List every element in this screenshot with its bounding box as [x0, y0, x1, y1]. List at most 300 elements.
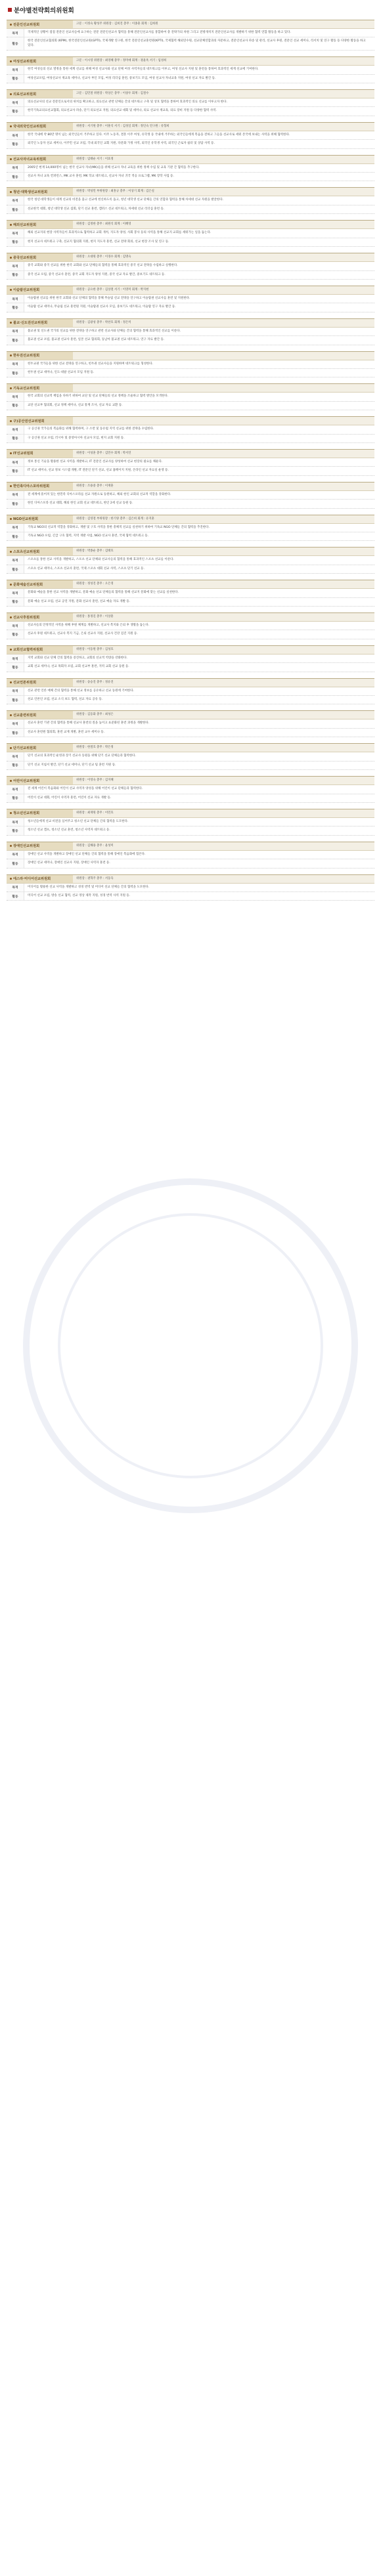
committee-roles: 위원장 : 이영숙 총무 : 김지혜 — [76, 779, 114, 783]
committee-header — [7, 482, 374, 491]
committee-section — [7, 351, 374, 378]
committee-name — [7, 809, 73, 817]
purpose-text: 한국 국내에 약 80만 명이 넘는 외국인들이 거주하고 있다. 이주 노동자, 결혼 이주 여성, 유학생 등 국내에 거주하는 외국인들에게 복음을 전하고 그들을 선교사로 세워 본국에 보내는 사역을 위해 협력한다. — [28, 133, 290, 137]
purpose-text: 정보 통신 기술을 활용한 선교 사역을 개발하고, IT 전문인 선교사를 양성하여 선교 현장의 필요를 채운다. — [28, 460, 163, 463]
committee-name-text: 선교사후원위원회 — [13, 615, 40, 620]
purpose-text: 구 공산권 국가들의 복음화를 위해 협력하며, 구 소련 및 동유럽 지역 선교를 위한 전략을 수립한다. — [28, 427, 154, 431]
committee-roles — [73, 417, 374, 425]
activity-row — [7, 826, 374, 835]
committee-roles: 위원장 : 김동화 총무 : 최성은 — [76, 713, 114, 717]
activity-row — [7, 794, 374, 803]
purpose-text: 불교권 및 신도권 국가의 선교를 위한 전략을 연구하고 관련 선교사와 단체들 간의 협력을 통해 효과적인 선교를 이룬다. — [28, 329, 181, 333]
activity-label: 활동 — [7, 630, 24, 638]
committee-roles — [73, 352, 374, 360]
committee-name-text: 어린이선교위원회 — [13, 779, 40, 783]
committee-section — [7, 89, 374, 116]
activity-text: 교단 선교부 협의회, 선교 정책 세미나, 선교 통계 조사, 선교 자료 교환 등. — [28, 403, 123, 407]
activity-row — [7, 107, 374, 116]
purpose-label: 목적 — [7, 589, 24, 597]
committee-section — [7, 220, 374, 247]
committee-name-text: 전문인선교위원회 — [13, 22, 40, 27]
activity-label: 활동 — [7, 369, 24, 377]
bullet-icon — [10, 616, 12, 618]
purpose-text: 이슬람권 선교를 위한 한국 교회와 선교 단체의 협력을 통해 무슬림 선교 전략을 연구하고 이슬람권 선교사를 훈련 및 지원한다. — [28, 296, 190, 300]
committee-section — [7, 809, 374, 836]
activity-row — [7, 271, 374, 280]
committee-header — [7, 253, 374, 262]
activity-label: 활동 — [7, 500, 24, 507]
activity-label: 활동 — [7, 107, 24, 115]
bullet-icon — [10, 584, 12, 586]
committee-roles: 위원장 : 공요한 총무 : 김상철 서기 : 이영미 회계 : 박지현 — [76, 288, 149, 291]
committee-roles: 위원장 : 권혁주 총무 : 서동욱 — [76, 876, 114, 880]
committee-header — [7, 220, 374, 229]
purpose-label: 목적 — [7, 262, 24, 270]
committee-section — [7, 155, 374, 182]
bullet-icon — [10, 649, 12, 651]
purpose-label: 목적 — [7, 524, 24, 532]
committee-name — [7, 253, 73, 261]
committee-header — [7, 842, 374, 851]
purpose-label: 목적 — [7, 425, 24, 433]
purpose-label: 목적 — [7, 851, 24, 859]
activity-text: 단기 선교 지침서 발간, 단기 선교 세미나, 단기 선교 팀 훈련 지원 등. — [28, 763, 116, 767]
purpose-row — [7, 785, 374, 794]
bullet-icon — [10, 289, 12, 291]
activity-label: 활동 — [7, 663, 24, 671]
purpose-text: 청소년들에게 선교 비전을 심어주고 청소년 선교 단체들 간의 협력을 도모한다. — [28, 819, 129, 823]
committee-name-text: 국내외국인선교위원회 — [13, 125, 47, 129]
activity-text: 스포츠 선교 세미나, 스포츠 선교사 훈련, 국제 스포츠 대회 선교 사역, 스포츠 단기 선교 등. — [28, 567, 145, 570]
committee-header — [7, 351, 374, 360]
activity-row — [7, 598, 374, 607]
committee-header — [7, 809, 374, 818]
purpose-row — [7, 196, 374, 205]
committee-name — [7, 90, 73, 98]
committee-section — [7, 383, 374, 410]
committee-header — [7, 645, 374, 655]
purpose-label: 목적 — [7, 196, 24, 204]
committee-name-text: IT선교위원회 — [13, 452, 34, 456]
committee-roles: 위원장 : 이성훈 총무 : 김민수 회계 : 박서연 — [76, 451, 131, 455]
committee-name — [7, 123, 73, 131]
activity-text: 한국기독교의료선교협회, 의료선교사 파송, 단기 의료선교 지원, 의료선교 대회 및 세미나, 의료 선교사 재교육, 의료 장비 지원 등 다양한 협력 사역. — [28, 109, 217, 113]
title-bullet-icon — [8, 8, 12, 12]
committee-roles: 위원장 : 김광성 총무 : 박찬호 회계 : 정은미 — [76, 320, 131, 324]
committee-name — [7, 580, 73, 588]
bullet-icon — [10, 812, 12, 814]
bullet-icon — [10, 224, 12, 226]
bullet-icon — [10, 747, 12, 749]
purpose-label: 목적 — [7, 458, 24, 466]
activity-label: 활동 — [7, 303, 24, 311]
committee-section — [7, 482, 374, 509]
purpose-row — [7, 622, 374, 630]
purpose-text: 중국 교회와 중국 선교를 위한 한국 교회와 선교 단체들의 협력을 통해 효과적인 중국 선교 전략을 수립하고 실행한다. — [28, 264, 178, 268]
committee-section — [7, 318, 374, 345]
committee-name-text: 문화예술선교위원회 — [13, 582, 43, 587]
purpose-row — [7, 818, 374, 826]
activity-label: 활동 — [7, 598, 24, 606]
activity-text: 선교사 훈련원 협의회, 훈련 교재 개발, 훈련 교수 세미나 등. — [28, 730, 105, 734]
activity-text: 힌두권 선교 세미나, 인도·네팔 선교사 모임 지원 등. — [28, 370, 95, 374]
committee-section — [7, 612, 374, 639]
purpose-label: 목적 — [7, 66, 24, 74]
bullet-icon — [10, 452, 12, 454]
bullet-icon — [10, 485, 12, 487]
committee-roles: 위원장 : 김영철 부위원장 : 한기양 총무 : 김은희 회계 : 유지훈 — [76, 517, 154, 521]
committee-header — [7, 89, 374, 98]
purpose-text: 문화와 예술을 통한 선교 사역을 개발하고, 문화 예술 선교 단체들의 협력을 통해 선교지 문화에 맞는 선교를 실천한다. — [28, 591, 179, 595]
activity-text: 여성선교포럼, 여성선교사 재교육 세미나, 선교사 부인 모임, 여성 리더십 훈련, 중보기도 모임, 여성 선교사 자녀교육 지원, 여성 선교 자료 발간 등. — [28, 76, 216, 80]
page-title — [8, 5, 374, 14]
purpose-row — [7, 328, 374, 336]
activity-label: 활동 — [7, 826, 24, 834]
purpose-label: 목적 — [7, 328, 24, 335]
committee-name — [7, 547, 73, 555]
committee-name — [7, 319, 73, 327]
purpose-row — [7, 66, 374, 74]
activity-label: 활동 — [7, 402, 24, 410]
purpose-row — [7, 458, 374, 467]
purpose-row — [7, 425, 374, 434]
committee-section — [7, 678, 374, 705]
activity-row — [7, 238, 374, 247]
committee-section — [7, 547, 374, 574]
purpose-row — [7, 98, 374, 107]
committee-name — [7, 57, 73, 65]
committee-name — [7, 450, 73, 458]
activity-row — [7, 630, 374, 639]
purpose-row — [7, 229, 374, 238]
activity-row — [7, 336, 374, 345]
committee-roles: 고문 : 이정숙 황성주 위원장 : 김희진 총무 : 이종훈 회계 : 김희원 — [76, 22, 158, 26]
purpose-text: 한국 여성들의 선교 열정을 통한 세계 선교를 위해 여성 선교사와 선교 단체 여성 사역자들의 네트워크를 이루고, 여성 선교사 지원 및 훈련을 통하여 효과적인 세계 선교에 기여한다. — [28, 68, 259, 72]
committee-roles: 위원장 : 박종순 총무 : 김태호 — [76, 549, 114, 553]
purpose-text: 선교사 훈련 기관 간의 협력을 통해 선교사 훈련의 질을 높이고 표준화된 훈련 과정을 개발한다. — [28, 721, 150, 725]
committee-roles — [73, 384, 374, 392]
purpose-label: 목적 — [7, 818, 24, 826]
activity-text: 장애인 선교 세미나, 장애인 선교사 지원, 장애인 사역자 훈련 등. — [28, 861, 110, 865]
committee-roles: 위원장 : 임태순 서기 : 이효정 — [76, 157, 114, 161]
purpose-label: 목적 — [7, 29, 24, 37]
purpose-text: 장애인 선교 사역을 개발하고 장애인 선교 단체들 간의 협력을 통해 장애인 복음화에 힘쓴다. — [28, 852, 146, 856]
bullet-icon — [10, 681, 12, 683]
purpose-row — [7, 589, 374, 597]
activity-row — [7, 532, 374, 541]
activity-label: 활동 — [7, 37, 24, 50]
activity-label: 활동 — [7, 205, 24, 213]
committee-header — [7, 776, 374, 785]
purpose-row — [7, 360, 374, 369]
committee-name — [7, 613, 73, 621]
purpose-text: 2005년 현재 14,000명이 넘는 한국 선교사 자녀(MK)들을 위해 선교사 자녀 교육을 위한 정책 수립 및 교육 기관 간 협력을 추구한다. — [28, 165, 200, 169]
activity-label: 활동 — [7, 336, 24, 344]
activity-text: 구 공산권 선교 포럼, 러시아 및 중앙아시아 선교사 모임, 현지 교회 지원 등. — [28, 436, 125, 440]
committee-name-text: 선교사자녀교육위원회 — [13, 158, 47, 162]
activity-text: 현지 선교사 네트워크 구축, 선교지 협의회 지원, 현지 지도자 훈련, 선교 전략 회의, 선교 현장 조사 및 연구 등. — [28, 240, 169, 244]
activity-label: 활동 — [7, 238, 24, 246]
purpose-text: 선교사들의 안정적인 사역을 위해 후원 체계를 개발하고, 선교사 복지와 은퇴 후 생활을 돕는다. — [28, 624, 150, 628]
committee-section — [7, 710, 374, 737]
committee-name-text: 해외선교위원회 — [13, 223, 37, 227]
activity-text: 중국 선교 포럼, 중국 선교사 훈련, 중국 교회 지도자 양성 지원, 중국 선교 자료 발간, 중보기도 네트워크 등. — [28, 272, 166, 276]
bullet-icon — [10, 354, 12, 356]
purpose-row — [7, 393, 374, 401]
committee-name-text: 선교훈련위원회 — [13, 713, 37, 718]
committee-name-text: 중국선교위원회 — [13, 255, 37, 260]
activity-text: 이슬람 선교 세미나, 무슬림 선교 훈련원 지원, 이슬람권 선교사 모임, 중보기도 네트워크, 이슬람 연구 자료 발간 등. — [28, 305, 176, 309]
bullet-icon — [10, 322, 12, 324]
activity-label: 활동 — [7, 140, 24, 148]
activity-label: 활동 — [7, 762, 24, 769]
bullet-icon — [10, 60, 12, 62]
purpose-row — [7, 851, 374, 859]
committee-section — [7, 874, 374, 901]
committee-section — [7, 776, 374, 803]
bullet-icon — [10, 387, 12, 389]
activity-text: 한인 디아스포라 선교 대회, 해외 한인 교회 선교 네트워크, 한인 2세 선교 동원 등. — [28, 502, 133, 505]
purpose-label: 목적 — [7, 884, 24, 891]
purpose-row — [7, 29, 374, 37]
activity-label: 활동 — [7, 75, 24, 83]
purpose-row — [7, 556, 374, 565]
activity-row — [7, 402, 374, 410]
activity-row — [7, 467, 374, 475]
committee-header — [7, 515, 374, 524]
committee-name-text: 이슬람선교위원회 — [13, 288, 40, 293]
purpose-label: 목적 — [7, 655, 24, 662]
activity-text: 선교사 자녀 교육 컨퍼런스, MK 교사 훈련, MK 학교 네트워크, 선교사 자녀 귀국 적응 프로그램, MK 장학 사업 등. — [28, 175, 174, 179]
purpose-text: 힌두교권 국가들을 위한 선교 전략을 연구하고, 힌두권 선교사들을 지원하며 네트워크를 형성한다. — [28, 362, 154, 366]
activity-row — [7, 369, 374, 377]
committee-section — [7, 416, 374, 443]
purpose-row — [7, 884, 374, 892]
committee-roles: 고문 : 이시영 위원장 : 최영혜 총무 : 정미애 회계 : 권윤옥 서기 : 임성희 — [76, 59, 167, 63]
purpose-text: 단기 선교의 효과적인 운영과 장기 선교사 동원을 위해 단기 선교 단체들과 협력한다. — [28, 754, 136, 758]
activity-label: 활동 — [7, 532, 24, 540]
purpose-text: 전 세계에 흩어져 있는 한민족 디아스포라를 선교 자원으로 동원하고, 해외 한인 교회의 선교적 역할을 강화한다. — [28, 492, 171, 496]
committee-name-text: NGO선교위원회 — [13, 517, 39, 522]
purpose-text: 한국 교회의 선교적 책임을 다하기 위하여 교단 및 선교 단체들의 선교 정책을 조율하고 협력 방안을 모색한다. — [28, 395, 169, 398]
activity-text: 어린이 선교 대회, 어린이 사역자 훈련, 어린이 선교 자료 개발 등. — [28, 796, 112, 800]
committee-name-text: 청년·대학생선교위원회 — [13, 190, 48, 194]
purpose-label: 목적 — [7, 164, 24, 172]
committee-section — [7, 645, 374, 672]
bullet-icon — [10, 714, 12, 716]
committee-name-text: 기독교선교위원회 — [13, 386, 40, 391]
activity-row — [7, 696, 374, 704]
bullet-icon — [10, 93, 12, 95]
committee-roles: 위원장 : 홍정길 총무 : 이상훈 — [76, 615, 114, 619]
bullet-icon — [10, 257, 12, 259]
committee-roles: 위원장 : 정성진 총무 : 오은영 — [76, 582, 114, 586]
activity-label: 활동 — [7, 565, 24, 573]
bullet-icon — [10, 518, 12, 520]
activity-text: 선교사 후원 네트워크, 선교사 복지 기금, 은퇴 선교사 지원, 선교사 건강 검진 지원 등. — [28, 632, 138, 636]
activity-row — [7, 565, 374, 574]
purpose-text: 스포츠를 통한 선교 사역을 개발하고, 스포츠 선교 단체와 선교사들의 협력을 통해 효과적인 스포츠 선교를 이룬다. — [28, 558, 174, 562]
committee-roles: 위원장 : 오대원 총무 : 이경수 회계 : 김명숙 — [76, 255, 131, 259]
activity-text: 청소년 선교 캠프, 청소년 선교 훈련, 청소년 사역자 네트워크 등. — [28, 828, 110, 832]
committee-header — [7, 155, 374, 164]
committee-header — [7, 547, 374, 556]
purpose-text: 전 세계 어린이 복음화와 어린이 선교 사역자 양성을 위해 어린이 선교 단체들과 협력한다. — [28, 787, 143, 791]
activity-label: 활동 — [7, 892, 24, 900]
committee-name — [7, 286, 73, 294]
committee-roles: 위원장 : 이동원 총무 : 김성호 — [76, 647, 114, 651]
purpose-text: 지역 교회와 선교 단체 간의 협력을 증진하고, 교회의 선교적 역량을 강화한다. — [28, 656, 127, 660]
committee-header — [7, 743, 374, 752]
committee-name — [7, 221, 73, 228]
committee-name-text: 교회선교협력위원회 — [13, 648, 43, 653]
committee-header — [7, 449, 374, 458]
committee-header — [7, 187, 374, 196]
bullet-icon — [10, 420, 12, 422]
committee-name — [7, 646, 73, 654]
purpose-row — [7, 262, 374, 270]
committee-name-text: 스포츠선교위원회 — [13, 549, 40, 554]
committee-roles: 위원장 : 박성민 부위원장 : 최홍규 총무 : 이상기 회계 : 김은실 — [76, 190, 154, 194]
committee-header — [7, 383, 374, 393]
purpose-row — [7, 295, 374, 303]
purpose-row — [7, 131, 374, 140]
activity-text: IT 선교 세미나, 선교 정보 시스템 개발, IT 전문인 단기 선교, 선교 홈페이지 지원, 온라인 선교 자료실 운영 등. — [28, 469, 169, 473]
purpose-text: 미디어를 활용한 선교 사역을 개발하고 성경 번역 및 미디어 선교 단체들 간의 협력을 도모한다. — [28, 885, 150, 889]
committee-section — [7, 449, 374, 476]
activity-row — [7, 140, 374, 148]
purpose-text: 선교 관련 언론 매체 간의 협력을 통해 선교 정보를 공유하고 선교 동원에 기여한다. — [28, 689, 135, 693]
committee-name-text: 여성선교위원회 — [13, 59, 37, 64]
purpose-label: 목적 — [7, 785, 24, 793]
activity-row — [7, 205, 374, 214]
activity-text: 문화 예술 선교 포럼, 선교 공연 지원, 문화 선교사 훈련, 선교 예술 자료 개발 등. — [28, 599, 131, 603]
committee-name — [7, 20, 73, 28]
committee-roles: 위원장 : 조용중 총무 : 이재훈 — [76, 484, 114, 488]
activity-label: 활동 — [7, 859, 24, 867]
committee-section — [7, 842, 374, 869]
committee-header — [7, 678, 374, 687]
purpose-label: 목적 — [7, 131, 24, 139]
committee-section — [7, 122, 374, 149]
activity-text: 한국 전문인선교협의회 (KPM), 한국전문인선교원(GPTI), 국제개발 연구원, 한국 전문인선교훈련원(KPTI), 국제협력 해외연수원, 선교단체연합과의 자문하고, 전문인선교사 파송 및 관리, 선교사 후원, 전문인 선교 세미나, 리서치 및 연구 활동 등 다양한 활동을 하고 있다. — [28, 39, 366, 47]
purpose-label: 목적 — [7, 687, 24, 695]
committee-name — [7, 515, 73, 523]
activity-row — [7, 37, 374, 51]
committee-section — [7, 743, 374, 770]
committee-name-text: 에스라·미디어선교위원회 — [13, 877, 51, 882]
committee-name — [7, 875, 73, 883]
bullet-icon — [10, 125, 12, 127]
activity-label: 활동 — [7, 696, 24, 704]
activity-label: 활동 — [7, 794, 24, 802]
committee-header — [7, 286, 374, 295]
committee-name-text: 선교언론위원회 — [13, 681, 37, 685]
committee-header — [7, 416, 374, 425]
committee-name — [7, 188, 73, 196]
committee-name-text: 단기선교위원회 — [13, 746, 37, 750]
activity-text: 미디어 선교 포럼, 방송 선교 협력, 선교 영상 제작 지원, 성경 번역 사역 지원 등. — [28, 893, 131, 897]
activity-text: 선교 언론인 포럼, 선교 소식 보도 협력, 선교 자료 공유 등. — [28, 698, 103, 702]
committee-header — [7, 612, 374, 622]
committee-list — [7, 20, 374, 901]
committee-name — [7, 777, 73, 784]
committee-section — [7, 580, 374, 607]
activity-row — [7, 729, 374, 737]
activity-row — [7, 663, 374, 672]
committee-roles: 위원장 : 송승진 총무 : 정유진 — [76, 680, 114, 684]
purpose-row — [7, 655, 374, 663]
purpose-row — [7, 687, 374, 696]
committee-name — [7, 352, 73, 360]
bullet-icon — [10, 780, 12, 782]
committee-header — [7, 56, 374, 66]
committee-section — [7, 187, 374, 214]
purpose-label: 목적 — [7, 719, 24, 727]
bullet-icon — [10, 551, 12, 553]
bullet-icon — [10, 191, 12, 193]
bullet-icon — [10, 878, 12, 880]
committee-name — [7, 483, 73, 490]
purpose-label: 목적 — [7, 98, 24, 106]
purpose-text: 해외 선교지의 현장 사역자들이 효과적으로 협력하고 교회 개척, 지도자 양성, 사회 봉사 등의 사역을 통해 선교지 교회를 세워가는 일을 돕는다. — [28, 231, 212, 235]
committee-name-text: 한민족디아스포라위원회 — [13, 484, 50, 489]
purpose-label: 목적 — [7, 229, 24, 237]
committee-roles: 위원장 : 한철호 총무 : 박은정 — [76, 746, 114, 750]
activity-row — [7, 173, 374, 181]
purpose-label: 목적 — [7, 360, 24, 368]
committee-roles: 위원장 : 서기원 총무 : 이훈석 서기 : 김성일 회계 : 정인숙 연구원 : 유형희 — [76, 124, 169, 128]
activity-row — [7, 500, 374, 508]
activity-label: 활동 — [7, 435, 24, 442]
purpose-row — [7, 752, 374, 761]
purpose-label: 목적 — [7, 622, 24, 630]
committee-roles: 위원장 : 김정한 총무 : 최원석 회계 : 이혜영 — [76, 223, 131, 226]
committee-name — [7, 417, 73, 425]
purpose-label: 목적 — [7, 295, 24, 303]
activity-row — [7, 892, 374, 901]
page-title-text: 분야별전략회의위원회 — [14, 7, 74, 14]
purpose-label: 목적 — [7, 393, 24, 400]
activity-row — [7, 762, 374, 770]
committee-header — [7, 580, 374, 589]
activity-label: 활동 — [7, 173, 24, 181]
committee-name-text: 불교·신도권선교위원회 — [13, 321, 48, 326]
committee-roles: 위원장 : 김해용 총무 : 윤성미 — [76, 844, 114, 848]
activity-row — [7, 435, 374, 443]
purpose-row — [7, 719, 374, 728]
committee-header — [7, 710, 374, 719]
bullet-icon — [10, 845, 12, 847]
activity-text: 교회 선교 세미나, 선교 목회자 포럼, 교회 선교부 훈련, 지역 교회 선교 동원 등. — [28, 665, 129, 669]
purpose-row — [7, 491, 374, 500]
committee-name — [7, 679, 73, 687]
committee-name — [7, 744, 73, 752]
committee-header — [7, 874, 374, 884]
committee-roles: 고문 : 김민철 위원장 : 박상은 총무 : 이창우 회계 : 김철수 — [76, 92, 149, 96]
purpose-row — [7, 524, 374, 532]
committee-name — [7, 842, 73, 850]
purpose-label: 목적 — [7, 752, 24, 760]
purpose-text: 기독교 NGO의 선교적 역할을 강화하고, 개발 및 구호 사역을 통한 총체적 선교를 실천하기 위하여 기독교 NGO 단체들 간의 협력을 추진한다. — [28, 525, 210, 529]
committee-name — [7, 156, 73, 163]
activity-text: 외국인 노동자 선교 세미나, 이주민 선교 포럼, 국내 외국인 교회 지원, 다문화 가정 사역, 외국인 유학생 사역, 외국인 근로자 쉼터 및 상담 사역 등. — [28, 142, 215, 146]
committee-section — [7, 253, 374, 280]
activity-text: 기독교 NGO 포럼, 긴급 구호 협력, 지역 개발 사업, NGO 선교사 훈련, 국제 협력 네트워크 등. — [28, 534, 149, 538]
bullet-icon — [10, 158, 12, 160]
committee-name-text: 구)공산권선교위원회 — [13, 419, 45, 423]
committee-name-text: 청소년선교위원회 — [13, 811, 40, 816]
